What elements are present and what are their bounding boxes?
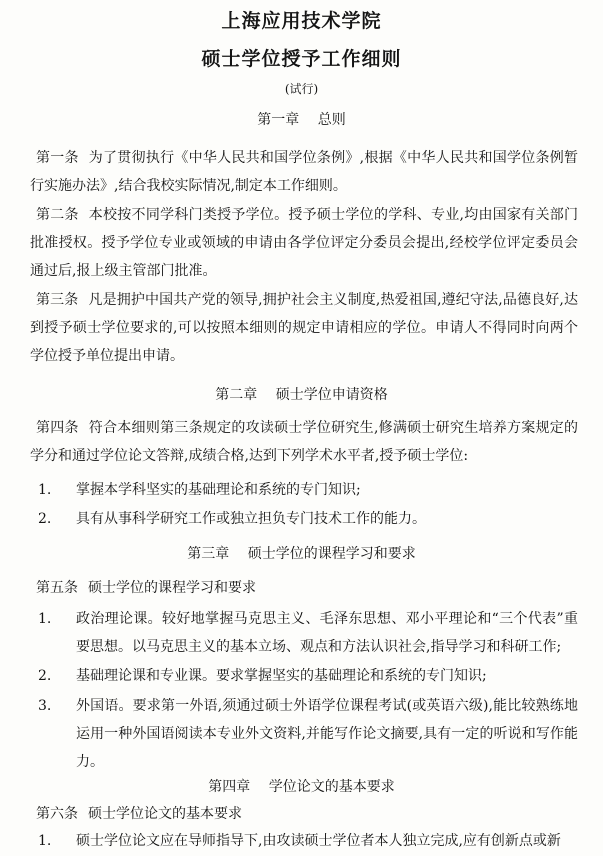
article-3-label: 第三条	[36, 292, 79, 308]
list-number: 1.	[38, 833, 52, 849]
list-item	[38, 662, 578, 690]
list-item	[38, 605, 578, 661]
list-item	[38, 505, 578, 533]
article-6-label: 第六条	[36, 806, 78, 822]
article-4-label: 第四条	[36, 420, 79, 436]
article-2-label: 第二条	[36, 207, 79, 223]
trial-note: (试行)	[284, 82, 319, 96]
chapter-4-heading: 第四章 学位论文的基本要求	[208, 779, 395, 795]
article-6-text: 硕士学位论文的基本要求	[88, 806, 242, 822]
list-text: 外国语。要求第一外语,须通过硕士外语学位课程考试(或英语六级),能比较熟练地运用一种外国语阅读本专业外文资料,并能写作论文摘要,具有一定的听说和写作能力。	[76, 698, 578, 770]
article-6	[36, 800, 578, 828]
article-1	[30, 144, 578, 200]
list-item	[38, 827, 578, 855]
list-number: 3.	[38, 698, 52, 714]
article-2-text: 本校按不同学科门类授予学位。授予硕士学位的学科、专业,均由国家有关部门批准授权。授予学位专业或领域的申请由各学位评定分委员会提出,经校学位评定委员会通过后,报上级主管部门批准。	[30, 207, 579, 279]
chapter-2-heading: 第二章 硕士学位申请资格	[215, 387, 388, 403]
article-5	[36, 574, 578, 602]
article-1-text: 为了贯彻执行《中华人民共和国学位条例》,根据《中华人民共和国学位条例暂行实施办法》,结合我校实际情况,制定本工作细则。	[30, 150, 579, 194]
list-number: 1.	[38, 482, 52, 498]
article-1-label: 第一条	[36, 150, 79, 166]
article-5-label: 第五条	[36, 580, 78, 596]
list-item	[38, 692, 578, 776]
list-item	[38, 476, 578, 504]
list-text: 掌握本学科坚实的基础理论和系统的专门知识;	[76, 482, 361, 498]
list-number: 1.	[38, 611, 52, 627]
list-text: 政治理论课。较好地掌握马克思主义、毛泽东思想、邓小平理论和“三个代表”重要思想。以马克思主义的基本立场、观点和方法认识社会,指导学习和科研工作;	[76, 611, 578, 655]
school-name: 上海应用技术学院	[221, 10, 382, 32]
list-text: 具有从事科学研究工作或独立担负专门技术工作的能力。	[76, 511, 426, 527]
article-2	[30, 201, 578, 285]
article-3-text: 凡是拥护中国共产党的领导,拥护社会主义制度,热爱祖国,遵纪守法,品德良好,达到授予硕士学位要求的,可以按照本细则的规定申请相应的学位。申请人不得同时向两个学位授予单位提出申请。	[30, 292, 579, 364]
list-number: 2.	[38, 668, 52, 684]
article-4-text: 符合本细则第三条规定的攻读硕士学位研究生,修满硕士研究生培养方案规定的学分和通过学位论文答辩,成绩合格,达到下列学术水平者,授予硕士学位:	[30, 420, 579, 464]
article-3	[30, 286, 578, 370]
chapter-1-heading: 第一章 总则	[257, 112, 346, 128]
document-title: 硕士学位授予工作细则	[201, 48, 402, 70]
list-text: 硕士学位论文应在导师指导下,由攻读硕士学位者本人独立完成,应有创新点或新	[76, 833, 561, 849]
list-text: 基础理论课和专业课。要求掌握坚实的基础理论和系统的专门知识;	[76, 668, 487, 684]
article-5-text: 硕士学位的课程学习和要求	[88, 580, 256, 596]
article-4	[30, 414, 578, 470]
chapter-3-heading: 第三章 硕士学位的课程学习和要求	[187, 546, 416, 562]
list-number: 2.	[38, 511, 52, 527]
